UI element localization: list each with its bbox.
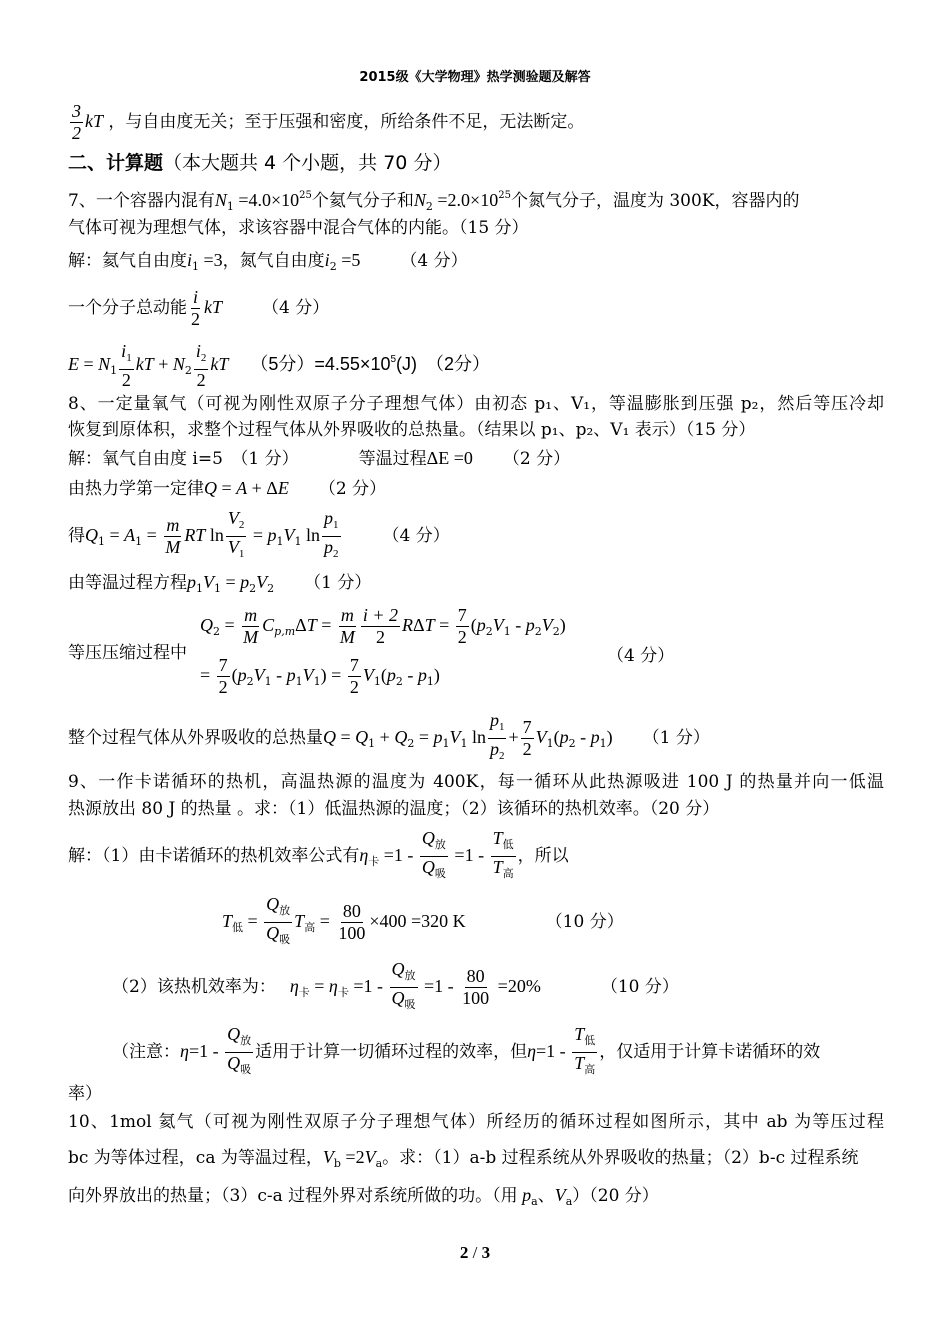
- q10-l2-text-b: 。求：（1）a-b 过程系统从外界吸收的热量；（2）b-c 过程系统: [382, 1148, 859, 1168]
- q10-line-3: 向外界放出的热量；（3）c-a 过程外界对系统所做的功。（用 $p_a$、$V_a)(20$ 分）: [68, 1185, 659, 1208]
- page-number: 2 / 3: [459, 1243, 491, 1262]
- page-header: 2015级《大学物理》热学测验题及解答: [359, 70, 591, 85]
- q9-note-c: ，仅适用于计算卡诺循环的效: [599, 1042, 821, 1062]
- q8-solution-1: 解：氧气自由度 i=5 （1 分） 等温过程ΔE =0 （2 分）: [68, 448, 571, 469]
- continuation-line: $\frac{3}{2}$ kT ，与自由度无关；至于压强和密度，所给条件不足，无法断定。: [72, 101, 585, 143]
- page-total: 3: [481, 1243, 491, 1262]
- q8-solution-6: 整个过程气体从外界吸收的总热量$Q = Q_1 + Q_2 = p_1V_1$ ln $\frac{p_1}{p_2}$ + $\frac{7}{2}$ $V_1(p_2 - p_1)$ （1 分）: [68, 710, 710, 762]
- q7-solution-3: $E = N_1$ $\frac{i_1}{2}$ kT + $N_2$ $\frac{i_2}{2}$ kT （5分）$=4.55\times 10^5(J)$ （2分）: [68, 340, 491, 390]
- q8-s2-score: （2 分）: [318, 479, 387, 499]
- page-current: 2: [459, 1243, 469, 1262]
- q9-s3-text: （2）该热机效率为：: [112, 977, 276, 997]
- q8-s6-score: （1 分）: [642, 728, 710, 748]
- q7-line-1: 7、一个容器内混有$N_1 =4.0\times 10^{25}$个氦气分子和$N_2 =2.0\times 10^{25}$个氮气分子，温度为 300K，容器内的: [68, 190, 800, 213]
- q7-text-a: 7、一个容器内混有: [68, 191, 215, 211]
- q7-s2-score: （4 分）: [262, 298, 330, 318]
- q10-line-1: 10、1mol 氦气（可视为刚性双原子分子理想气体）所经历的循环过程如图所示，其中 ab 为等压过程: [68, 1112, 884, 1132]
- q8-s5-score: （4 分）: [607, 646, 675, 666]
- q8-s2-text: 由热力学第一定律: [68, 479, 204, 499]
- q8-solution-4: 由等温过程方程$p_1V_1 = p_2V_2$ （1 分）: [68, 572, 372, 595]
- q8-s3-text: 得: [68, 526, 85, 546]
- q8-line-1: 8、一定量氧气（可视为刚性双原子分子理想气体）由初态 p₁、V₁，等温膨胀到压强 p₂，然后等压冷却: [68, 394, 884, 414]
- section-note: （本大题共 4 个小题，共 70 分）: [163, 152, 452, 174]
- q9-solution-3: （2）该热机效率为： $\eta_卡 = \eta_卡 =1$ - $Q_放$ $Q_吸$ =1 - $\frac{80}{100}$ =20% （10 分）: [112, 959, 679, 1011]
- q7-s2-text: 一个分子总动能: [68, 298, 187, 318]
- q8-solution-3: 得$Q_1 = A_1$ = $\frac{m}{M}$ RT ln $\frac{V_2}{V_1}$ = $p_1V_1$ ln $\frac{p_1}{p_2}$ （4 分）: [68, 508, 450, 560]
- q8-s1-score: （2 分）: [502, 449, 571, 469]
- q9-note: （注意：η=1 - $Q_放$ $Q_吸$ 适用于计算一切循环过程的效率，但η=1 - $T_低$ $T_高$ ，仅适用于计算卡诺循环的效: [112, 1024, 821, 1076]
- section-heading: [68, 148, 451, 175]
- q9-note-b: 适用于计算一切循环过程的效率，但: [255, 1042, 528, 1062]
- q7-solution-2: 一个分子总动能 $\frac{i}{2}$ kT （4 分）: [68, 287, 330, 329]
- q7-solution-1: 解：氦气自由度$i_1 =3$，氮气自由度$i_2 =5$ （4 分）: [68, 250, 468, 273]
- q7-s1-text: 解：氦气自由度: [68, 251, 187, 271]
- q8-line-2: 恢复到原体积，求整个过程气体从外界吸收的总热量。（结果以 p₁、p₂、V₁ 表示）（15 分）: [68, 420, 756, 440]
- q8-s1-text-b: 等温过程: [358, 449, 427, 469]
- q10-l3-sep: 、: [537, 1186, 555, 1206]
- q7-s1-score: （4 分）: [400, 251, 468, 271]
- q9-note-a: （注意：: [112, 1042, 180, 1062]
- fraction-3-2: $\frac{3}{2}$: [72, 101, 81, 143]
- q7-text-c: 个氮气分子，温度为 300K，容器内的: [510, 191, 800, 211]
- q7-result: （5分）=4.55×10: [250, 354, 391, 374]
- q10-l3-text-c: ）（20 分）: [572, 1186, 659, 1206]
- q9-line-2: 热源放出 80 J 的热量 。求：（1）低温热源的温度；（2）该循环的热机效率。（20 分）: [68, 799, 720, 819]
- q9-solution-1: 解：（1）由卡诺循环的热机效率公式有$\eta_卡 =1$ - $Q_放$ $Q_吸$ =1 - $T_低$ $T_高$ ，所以: [68, 828, 569, 880]
- q8-isobaric-equation: $Q_2$ = $\frac{m}{M}$ $C_{p,m}\Delta T$ = $\frac{m}{M}$ $\frac{i + 2}{2}$ RΔT = $\frac{7}{2}$ $(p_2V_1 - p_2V_2)$ = $\frac{7}{2}$ $(p_2V_1 - p_1V_1)$ = $\frac{7}{2}$ $V_1(p_2 - p_1)$: [200, 605, 566, 697]
- q8-s4-text: 由等温过程方程: [68, 573, 187, 593]
- q8-solution-2: 由热力学第一定律Q = A + ΔE （2 分）: [68, 478, 387, 499]
- q9-s3-score: （10 分）: [600, 977, 679, 997]
- q8-s3-score: （4 分）: [382, 526, 450, 546]
- q9-s2-score: （10 分）: [545, 912, 624, 932]
- q7-line-2: 气体可视为理想气体，求该容器中混合气体的内能。（15 分）: [68, 218, 529, 238]
- q9-s1-text: 解：（1）由卡诺循环的热机效率公式有: [68, 846, 360, 866]
- q7-result-unit: (J) （2分）: [396, 354, 491, 374]
- q9-note-end: 率）: [68, 1084, 102, 1104]
- q7-text-b: 个氦气分子和: [311, 191, 414, 211]
- continuation-text: ，与自由度无关；至于压强和密度，所给条件不足，无法断定。: [108, 112, 585, 132]
- q9-solution-2: $T_低$ = $Q_放$ $Q_吸$ $T_高$ = $\frac{80}{100}$ ×400 =320 K （10 分）: [222, 894, 624, 946]
- q10-l3-text-a: 向外界放出的热量；（3）c-a 过程外界对系统所做的功。（用: [68, 1186, 518, 1206]
- section-title: 二、计算题: [68, 152, 164, 174]
- q8-s5-text: 等压压缩过程中: [68, 643, 187, 663]
- q9-s1-text-b: ，所以: [517, 846, 569, 866]
- q7-s1-text-b: ，氮气自由度: [222, 251, 325, 271]
- q8-s1-text: 解：氧气自由度 i=5 （1 分）: [68, 449, 299, 469]
- q7-result-exp: 5: [390, 354, 397, 365]
- q9-line-1: 9、一作卡诺循环的热机，高温热源的温度为 400K，每一循环从此热源吸进 100 J 的热量并向一低温: [68, 772, 884, 792]
- q10-line-2: bc 为等体过程，ca 为等温过程，$V_b =2V_a$。求：（1）a-b 过程系统从外界吸收的热量；（2）b-c 过程系统: [68, 1147, 859, 1170]
- q8-s4-score: （1 分）: [304, 573, 372, 593]
- q10-l2-text-a: bc 为等体过程，ca 为等温过程，: [68, 1148, 323, 1168]
- q8-s6-text: 整个过程气体从外界吸收的总热量: [68, 728, 323, 748]
